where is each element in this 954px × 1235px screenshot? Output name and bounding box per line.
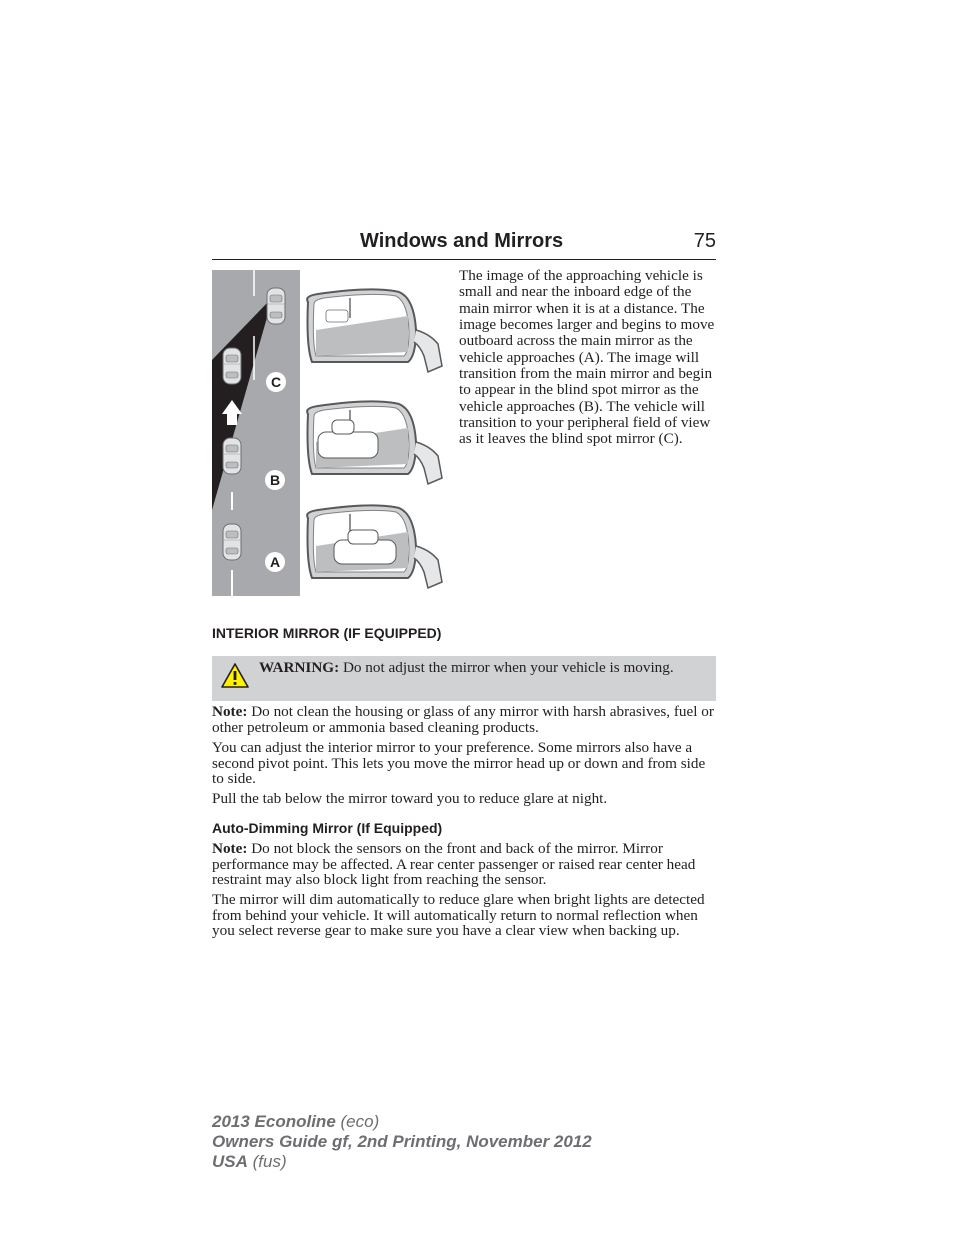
- cleaning-note: [212, 704, 716, 735]
- page-header: [212, 229, 716, 260]
- page-number: 75: [693, 230, 716, 252]
- blind-spot-mirror-illustration: [212, 270, 450, 602]
- note-label: Note:: [212, 703, 248, 720]
- warning-label: WARNING:: [259, 659, 340, 676]
- warning-box: [212, 656, 716, 701]
- auto-dimming-heading: Auto-Dimming Mirror (If Equipped): [212, 820, 443, 836]
- note-body: Do not clean the housing or glass of any mirror with harsh abrasives, fuel or other petroleum or ammonia based cleaning products.: [212, 703, 714, 736]
- footer-market: USA (fus): [212, 1152, 287, 1171]
- warning-text: [259, 658, 699, 677]
- adjust-paragraph: You can adjust the interior mirror to your preference. Some mirrors also have a second pivot point. This lets you move the mirror head up or down and from side to side.: [212, 739, 706, 788]
- label-c: C: [270, 374, 282, 390]
- mirror-view-a: [307, 505, 442, 588]
- mirror-intro-paragraph: The image of the approaching vehicle is small and near the inboard edge of the main mirror when it is at a distance. The image becomes larger and begins to move outboard across the main mirror as the vehicle approaches (A). The image will transition from the main mirror and begin to appear in the blind spot mirror as the vehicle approaches (B). The vehicle will transition to your peripheral field of view as it leaves the blind spot mirror (C).: [459, 267, 715, 448]
- note-body: Do not block the sensors on the front and back of the mirror. Mirror performance may be affected. A rear center passenger or raised rear center head restraint may also block light from reaching the sensor.: [212, 840, 696, 889]
- warning-icon: [221, 662, 249, 689]
- warning-body: Do not adjust the mirror when your vehicle is moving.: [339, 659, 674, 676]
- interior-mirror-heading: INTERIOR MIRROR (IF EQUIPPED): [212, 625, 442, 641]
- label-a: A: [269, 554, 281, 570]
- section-title: Windows and Mirrors: [360, 230, 564, 252]
- label-b: B: [269, 472, 281, 488]
- mirror-view-b: [307, 401, 442, 484]
- sensor-note: [212, 841, 716, 888]
- page-footer: [212, 1112, 592, 1172]
- pull-tab-paragraph: Pull the tab below the mirror toward you to reduce glare at night.: [212, 790, 608, 807]
- auto-dim-paragraph: The mirror will dim automatically to reduce glare when bright lights are detected from behind your vehicle. It will automatically return to normal reflection when you select reverse gear to make sure you have a clear view when backing up.: [212, 891, 705, 940]
- mirror-view-c: [307, 289, 442, 372]
- note-label: Note:: [212, 840, 248, 857]
- footer-printing: Owners Guide gf, 2nd Printing, November 2012: [212, 1132, 592, 1151]
- footer-model: 2013 Econoline (eco): [212, 1112, 380, 1131]
